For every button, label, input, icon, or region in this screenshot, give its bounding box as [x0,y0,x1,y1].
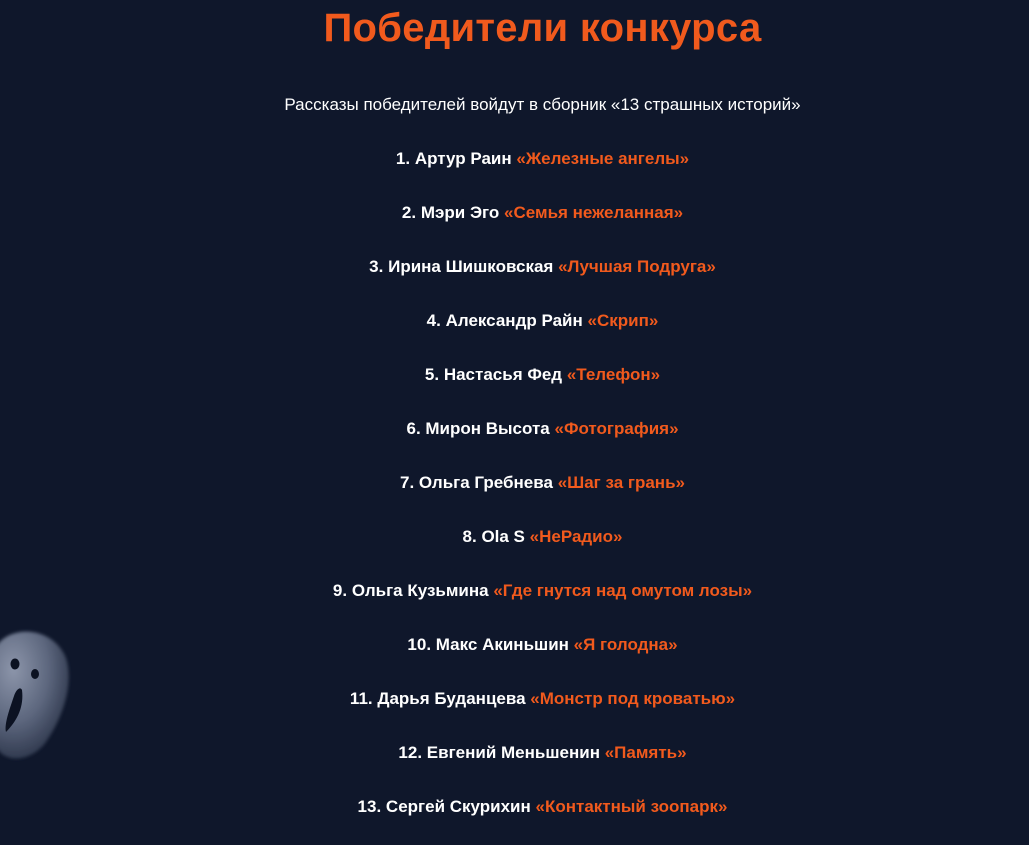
winner-name: Ольга Гребнева [418,473,553,492]
winner-item [0,300,1029,354]
winner-name: Настасья Фед [443,365,563,384]
winner-name: Александр Райн [445,311,583,330]
winner-name: Мэри Эго [420,203,500,222]
page-subtitle: Рассказы победителей войдут в сборник «13 страшных историй» [284,95,801,114]
winner-story-title: «Железные ангелы» [516,149,690,168]
winner-name: Ольга Кузьмина [351,581,489,600]
winner-number: 2 . [402,203,421,222]
winner-item [0,732,1029,786]
winner-number: 8 . [463,527,482,546]
winner-number: 5 . [425,365,444,384]
winner-name: Макс Акиньшин [435,635,569,654]
winner-number: 3 . [369,257,388,276]
winner-number: 4 . [427,311,446,330]
winner-item [0,678,1029,732]
winner-story-title: «НеРадио» [529,527,623,546]
winner-number: 9 . [333,581,352,600]
winner-item [0,624,1029,678]
winners-list [0,138,1029,840]
page-title: Победители конкурса [323,6,762,50]
winner-story-title: «Память» [604,743,687,762]
winner-name: Дарья Буданцева [377,689,526,708]
ghost-icon [0,624,72,764]
winner-story-title: «Фотография» [554,419,679,438]
winner-story-title: «Семья нежеланная» [504,203,684,222]
winner-item [0,138,1029,192]
winner-item [0,570,1029,624]
winner-name: Сергей Скурихин [385,797,531,816]
winner-number: 6 . [406,419,425,438]
winner-story-title: «Шаг за грань» [557,473,685,492]
winner-number: 1 . [396,149,415,168]
winner-name: Ola S [481,527,525,546]
winner-item [0,462,1029,516]
winner-item [0,408,1029,462]
winner-item [0,192,1029,246]
winner-story-title: «Контактный зоопарк» [535,797,728,816]
winner-number: 11 . [350,689,377,708]
winner-item [0,786,1029,840]
winner-number: 13 . [358,797,386,816]
winner-story-title: «Где гнутся над омутом лозы» [493,581,753,600]
winner-name: Ирина Шишковская [388,257,554,276]
winner-number: 7 . [400,473,419,492]
winner-name: Мирон Высота [425,419,550,438]
winner-story-title: «Лучшая Подруга» [558,257,716,276]
winner-item [0,246,1029,300]
winner-story-title: «Скрип» [587,311,659,330]
winner-number: 10 . [407,635,435,654]
winner-story-title: «Монстр под кроватью» [530,689,736,708]
winner-name: Артур Раин [414,149,512,168]
winner-name: Евгений Меньшенин [426,743,600,762]
winner-story-title: «Я голодна» [573,635,678,654]
winner-item [0,354,1029,408]
winner-number: 12 . [398,743,426,762]
winner-item [0,516,1029,570]
winner-story-title: «Телефон» [566,365,661,384]
